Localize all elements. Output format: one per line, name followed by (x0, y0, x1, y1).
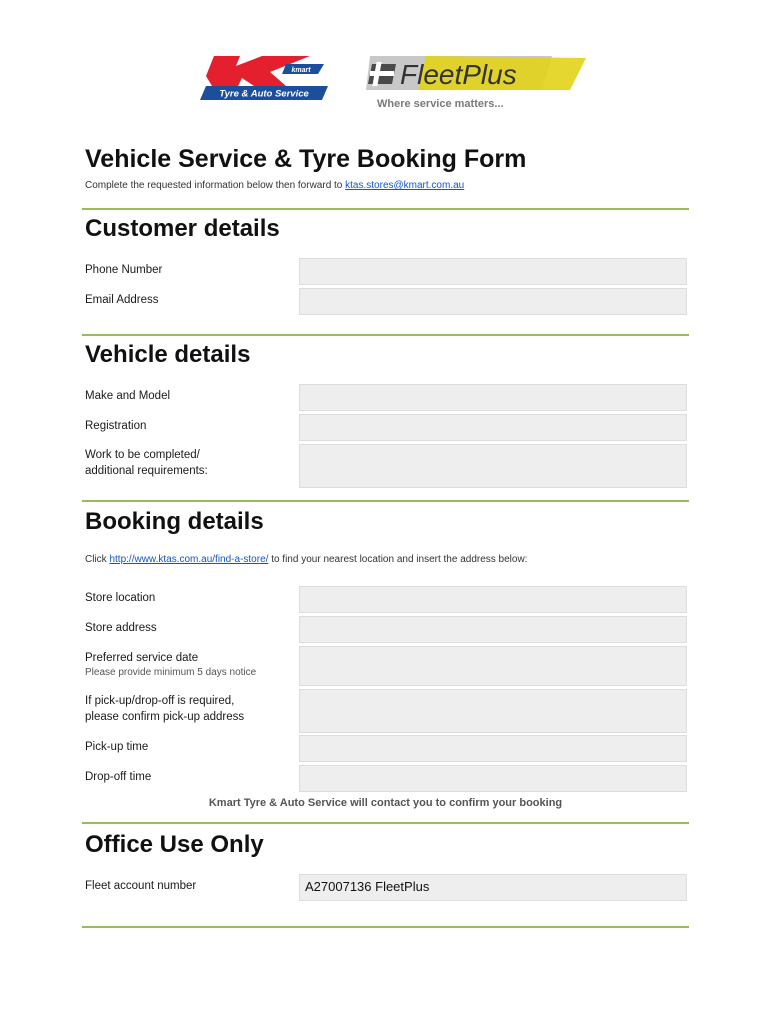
work-required-label (85, 447, 208, 479)
email-address-label: Email Address (85, 294, 159, 306)
pickup-address-label (85, 693, 244, 725)
make-model-label: Make and Model (85, 390, 171, 402)
subtitle-text: Complete the requested information below then forward to (85, 180, 343, 191)
section-divider (82, 500, 689, 502)
email-address-field[interactable] (299, 288, 687, 315)
service-date-field[interactable] (299, 646, 687, 686)
service-date-label (85, 650, 256, 679)
make-model-field[interactable] (299, 384, 687, 411)
booking-details-heading: Booking details (85, 508, 264, 535)
find-store-note (85, 554, 527, 565)
find-store-link[interactable]: http://www.ktas.com.au/find-a-store/ (109, 554, 269, 565)
fleetplus-logo (366, 54, 590, 94)
contact-email-link[interactable]: ktas.stores@kmart.com.au (345, 180, 465, 191)
section-divider (82, 822, 689, 824)
fleet-account-field[interactable]: A27007136 FleetPlus (299, 874, 687, 901)
dropoff-time-field[interactable] (299, 765, 687, 792)
vehicle-details-heading: Vehicle details (85, 341, 251, 368)
section-divider (82, 334, 689, 336)
store-address-label: Store address (85, 622, 157, 634)
pickup-address-label-line-1: If pick-up/drop-off is required, (85, 695, 235, 707)
work-required-label-line-1: Work to be completed/ (85, 449, 200, 461)
work-required-field[interactable] (299, 444, 687, 488)
office-use-heading: Office Use Only (85, 831, 264, 858)
phone-number-field[interactable] (299, 258, 687, 285)
fleetplus-tagline: Where service matters... (377, 98, 504, 110)
kmart-tyre-auto-logo (198, 52, 332, 102)
registration-label: Registration (85, 420, 147, 432)
store-address-field[interactable] (299, 616, 687, 643)
work-required-label-line-2: additional requirements: (85, 465, 208, 477)
pickup-time-label: Pick-up time (85, 741, 149, 753)
find-store-note-suffix: to find your nearest location and insert the address below: (271, 554, 528, 565)
find-store-note-prefix: Click (85, 554, 107, 565)
fleet-account-label: Fleet account number (85, 880, 197, 892)
service-date-hint: Please provide minimum 5 days notice (85, 667, 257, 678)
svg-text:kmart: kmart (291, 67, 311, 74)
fleetplus-logo-text: FleetPlus (400, 59, 517, 90)
page-title: Vehicle Service & Tyre Booking Form (85, 145, 527, 173)
pickup-time-field[interactable] (299, 735, 687, 762)
kmart-banner-text: Tyre & Auto Service (219, 88, 309, 100)
booking-confirmation-note: Kmart Tyre & Auto Service will contact you to confirm your booking (208, 797, 563, 809)
dropoff-time-label: Drop-off time (85, 771, 152, 783)
store-location-label: Store location (85, 592, 156, 604)
pickup-address-field[interactable] (299, 689, 687, 733)
registration-field[interactable] (299, 414, 687, 441)
pickup-address-label-line-2: please confirm pick-up address (85, 711, 245, 723)
customer-details-heading: Customer details (85, 215, 280, 242)
service-date-label-text: Preferred service date (85, 652, 199, 664)
section-divider (82, 926, 689, 928)
store-location-field[interactable] (299, 586, 687, 613)
page-subtitle (85, 180, 464, 191)
section-divider (82, 208, 689, 210)
phone-number-label: Phone Number (85, 264, 163, 276)
